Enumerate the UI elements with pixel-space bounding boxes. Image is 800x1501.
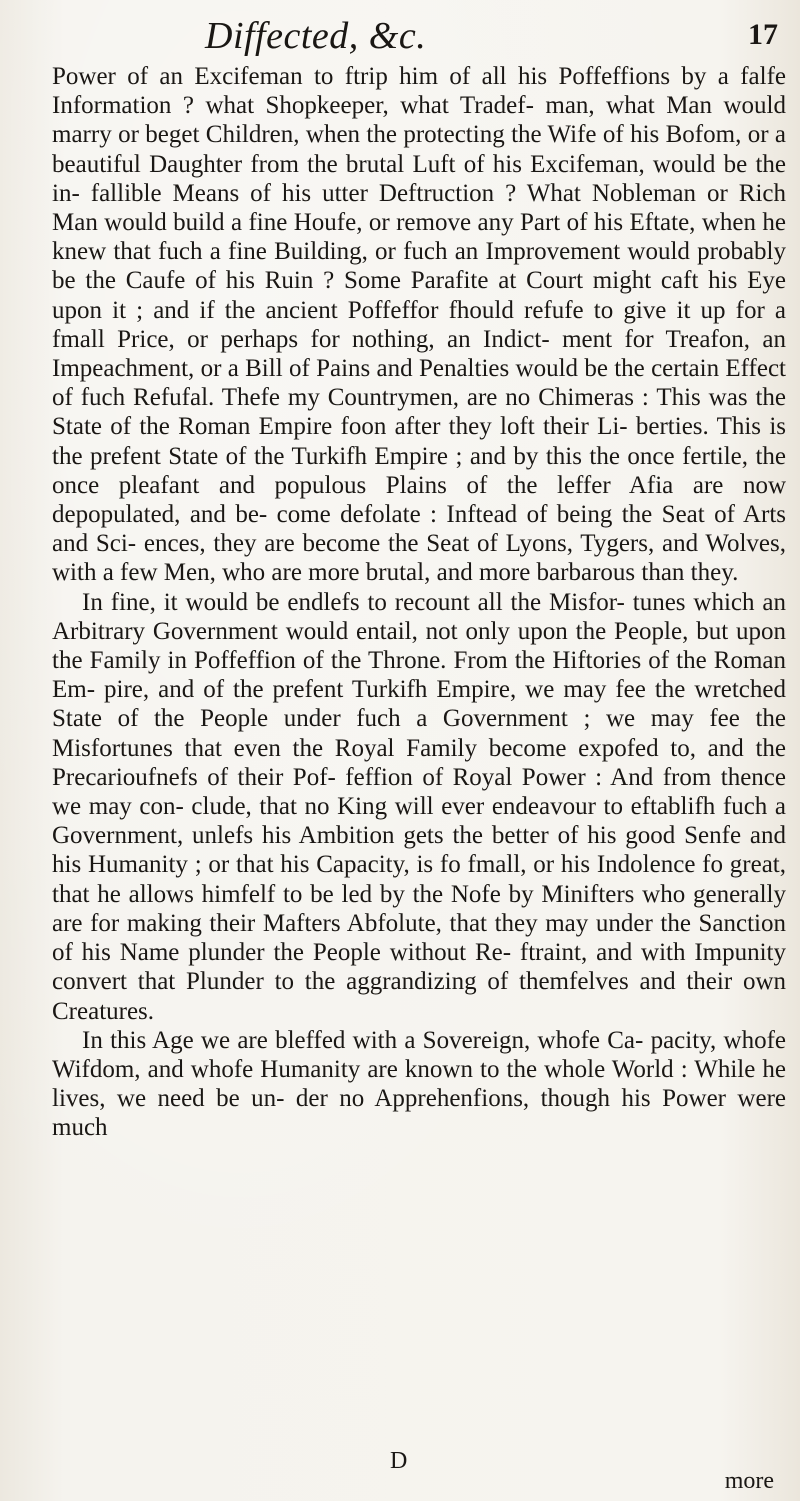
signature-mark: D xyxy=(390,1448,408,1474)
page-number: 17 xyxy=(748,18,778,51)
running-title: Diffected, &c. xyxy=(205,15,427,57)
page-header xyxy=(0,14,800,58)
paragraph-2: In fine, it would be endlefs to recount all the Misfor- tunes which an Arbitrary Government would entail, not only upon the People, but upon the Family in Poffeffion of the Throne. From the Hiftories of the Roman Em- pire, and of the prefent Turkifh Empire, we may fee the wretched State of the People under fuch a Government ; we may fee the Misfortunes that even the Royal Family become expofed to, and the Precarioufnefs of their Pof- feffion of Royal Power : And from thence we may con- clude, that no King will ever endeavour to eftablifh fuch a Government, unlefs his Ambition gets the better of his good Senfe and his Humanity ; or that his Capacity, is fo fmall, or his Indolence fo great, that he allows himfelf to be led by the Nofe by Minifters who generally are for making their Mafters Abfolute, that they may under the Sanction of his Name plunder the People without Re- ftraint, and with Impunity convert that Plunder to the aggrandizing of themfelves and their own Creatures. xyxy=(52,588,786,1025)
paragraph-1: Power of an Excifeman to ftrip him of all his Poffeffions by a falfe Information ? what Shopkeeper, what Tradef- man, what Man would marry or beget Children, when the protecting the Wife of his Bofom, or a beautiful Daughter from the brutal Luft of his Excifeman, would be the in- fallible Means of his utter Deftruction ? What Nobleman or Rich Man would build a fine Houfe, or remove any Part of his Eftate, when he knew that fuch a fine Building, or fuch an Improvement would probably be the Caufe of his Ruin ? Some Parafite at Court might caft his Eye upon it ; and if the ancient Poffeffor fhould refufe to give it up for a fmall Price, or perhaps for nothing, an Indict- ment for Treafon, an Impeachment, or a Bill of Pains and Penalties would be the certain Effect of fuch Refufal. Thefe my Countrymen, are no Chimeras : This was the State of the Roman Empire foon after they loft their Li- berties. This is the prefent State of the Turkifh Empire ; and by this the once fertile, the once pleafant and populous Plains of the leffer Afia are now depopulated, and be- come defolate : Inftead of being the Seat of Arts and Sci- ences, they are become the Seat of Lyons, Tygers, and Wolves, with a few Men, who are more brutal, and more barbarous than they. xyxy=(52,63,786,587)
catchword: more xyxy=(724,1468,774,1494)
body-text xyxy=(52,62,786,1143)
paragraph-3: In this Age we are bleffed with a Sovereign, whofe Ca- pacity, whofe Wifdom, and whofe Humanity are known to the whole World : While he lives, we need be un- der no Apprehenfions, though his Power were much xyxy=(52,1026,786,1142)
